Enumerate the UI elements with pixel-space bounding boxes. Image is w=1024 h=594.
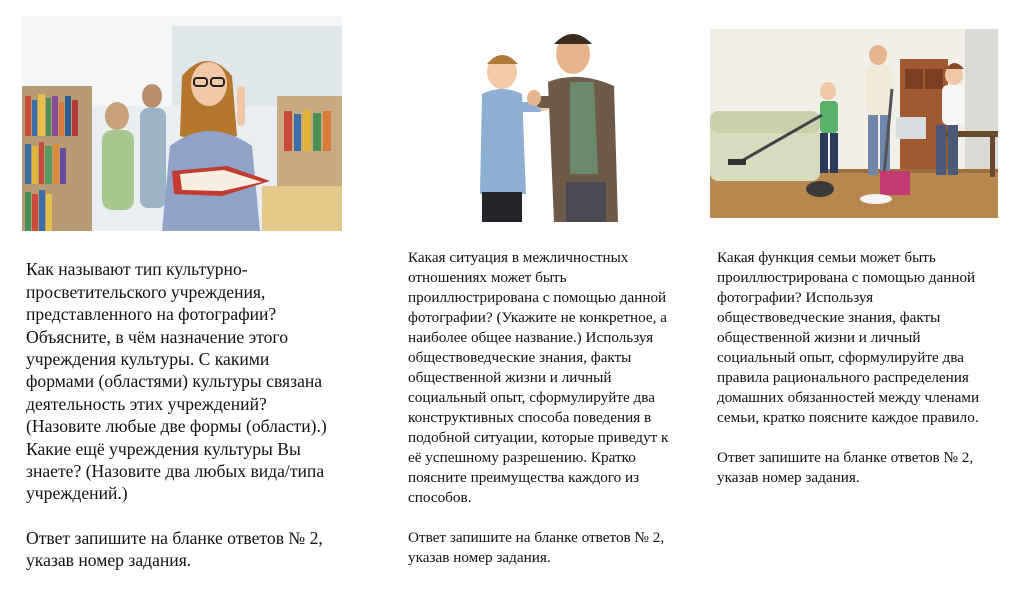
family-photo [710, 29, 998, 218]
task-2-answer-note: Ответ запишите на бланке ответов № 2, указав номер задания. [408, 529, 665, 566]
task-1-question: Как называют тип культурно- просветительского учреждения, представленного на фотографии? Объясните, в чём назначение этого учреждения культуры. С какими формами (областями) культуры связана деятельность этих учреждений? (Назовите любые две формы (области).) Какие ещё учреждения культуры Вы знаете? (Назовите два любых вида/типа учреждений.) [26, 259, 327, 504]
task-2-question: Какая ситуация в межличностных отношениях может быть проиллюстрирована с помощью данной фотографии? (Укажите не конкретное, а наиболее общее название.) Используя обществоведческие знания, факты общественной жизни и личный социальный опыт, сформулируйте два конструктивных способа поведения в подобной ситуации, которые приведут к её успешному разрешению. Кратко поясните преимущества каждого из способов. [408, 249, 669, 506]
conflict-photo [478, 24, 626, 222]
task-1-text [26, 236, 366, 594]
task-1-answer-note: Ответ запишите на бланке ответов № 2, указав номер задания. [26, 527, 323, 571]
task-3-text [717, 228, 1017, 508]
task-3-answer-note: Ответ запишите на бланке ответов № 2, указав номер задания. [717, 449, 974, 486]
task-3-question: Какая функция семьи может быть проиллюстрирована с помощью данной фотографии? Используя обществоведческие знания, факты общественной жизни и личный социальный опыт, сформулируйте два правила рационального распределения домашних обязанностей между членами семьи, кратко поясните каждое правило. [717, 249, 980, 426]
task-2-text [408, 228, 708, 588]
library-photo [22, 16, 342, 231]
